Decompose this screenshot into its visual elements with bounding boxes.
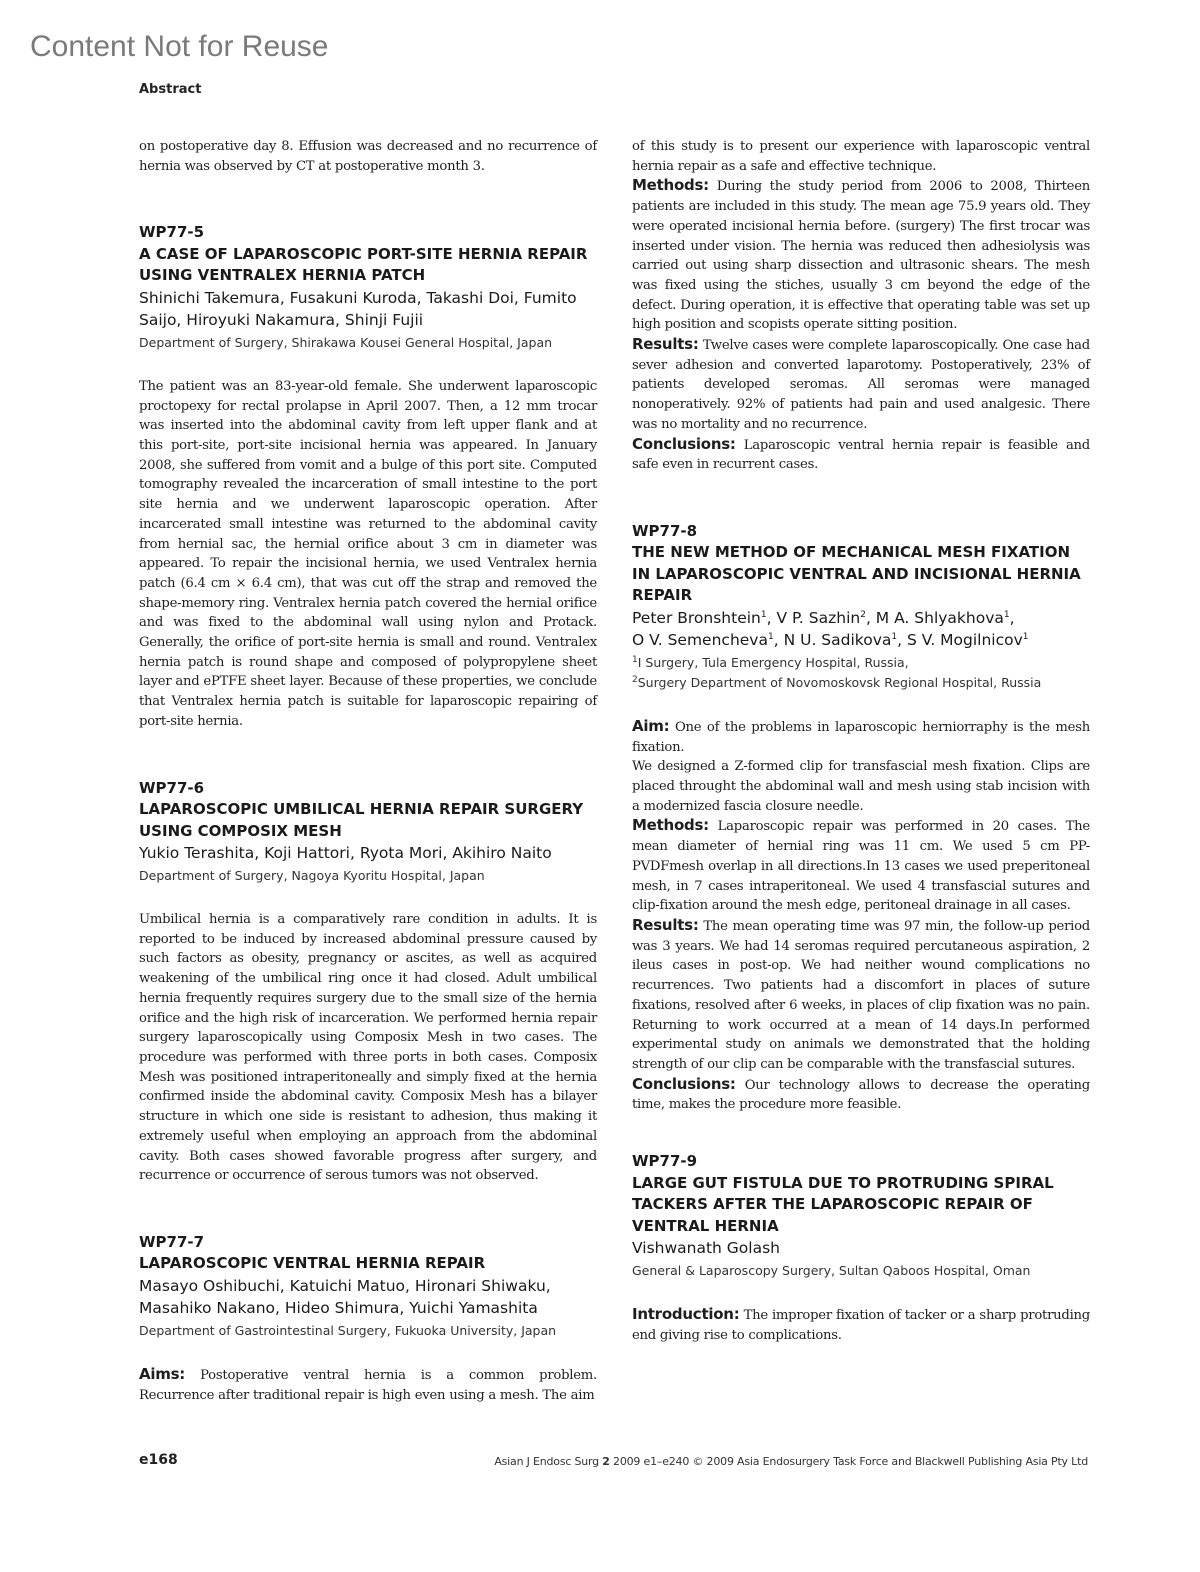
author: Peter Bronshtein$^1$, — [632, 608, 777, 627]
aim-label: Aim: — [632, 716, 670, 735]
left-column — [139, 137, 597, 1405]
abstract-authors: Yukio Terashita, Koji Hattori, Ryota Mori, Akihiro Naito — [139, 844, 552, 863]
aim-text: One of the problems in laparoscopic herniorraphy is the mesh fixation. — [632, 719, 1090, 755]
results-paragraph — [632, 916, 1090, 1075]
results-paragraph — [632, 335, 1090, 435]
section-label: Abstract — [139, 82, 202, 97]
aim-paragraph — [632, 717, 1090, 757]
abstract-body: The patient was an 83-year-old female. She underwent laparoscopic proctopexy for rectal prolapse in April 2007. Then, a 12 mm trocar was inserted into the abdominal cavity from left upper flank and at this port-site, port-site incisional hernia was appeared. In January 2008, she suffered from vomit and a bulge of this port site. Computed tomography revealed the incarceration of small intestine to the port site hernia and we underwent laparoscopic operation. After incarcerated small intestine was returned to the abdominal cavity from hernial sac, the hernial orifice about 3 cm in diameter was appeared. To repair the incisional hernia, we used Ventralex hernia patch (6.4 cm × 6.4 cm), that was cut off the strap and removed the shape-memory ring. Ventralex hernia patch covered the hernial orifice and was fixed to the abdominal wall using nylon and Protack. Generally, the orifice of port-site hernia is small and round. Ventralex hernia patch is round shape and composed of polypropylene sheet layer and ePTFE sheet layer. Because of these properties, we conclude that Ventralex hernia patch is suitable for laparoscopic repairing of port-site hernia. — [139, 378, 597, 729]
abstract-authors: Masayo Oshibuchi, Katuichi Matuo, Hironari Shiwaku, Masahiko Nakano, Hideo Shimura, Yuichi Yamashita — [139, 1276, 551, 1317]
conclusions-label: Conclusions: — [632, 1074, 736, 1093]
journal-citation: Asian J Endosc Surg 2 2009 e1–e240 © 2009 Asia Endosurgery Task Force and Blackwell Publishing Asia Pty Ltd — [494, 1455, 1088, 1468]
right-column — [632, 137, 1090, 1345]
abstract-affiliation: $^2$Surgery Department of Novomoskovsk Regional Hospital, Russia — [632, 674, 1042, 690]
methods-text: Laparoscopic repair was performed in 20 cases. The mean diameter of hernial ring was 11 cm. We used 5 cm PP-PVDFmesh overlap in all directions.In 13 cases we used preperitoneal mesh, in 7 cases intraperitoneal. We used 4 transfascial sutures and clip-fixation around the mesh edge, peritoneal drainage in all cases. — [632, 819, 1090, 914]
abstract-id: WP77-7 — [139, 1232, 205, 1251]
aims-label: Aims: — [139, 1364, 186, 1383]
conclusions-text: Laparoscopic ventral hernia repair is feasible and safe even in recurrent cases. — [632, 437, 1090, 473]
methods-label: Methods: — [632, 176, 709, 195]
author: V P. Sazhin$^2$, — [776, 608, 876, 627]
abstract-affiliation: General & Laparoscopy Surgery, Sultan Qaboos Hospital, Oman — [632, 1263, 1031, 1279]
abstract-title: A CASE OF LAPAROSCOPIC PORT-SITE HERNIA REPAIR USING VENTRALEX HERNIA PATCH — [139, 244, 588, 285]
abstract-title: LAPAROSCOPIC VENTRAL HERNIA REPAIR — [139, 1254, 486, 1273]
abstract-authors: Shinichi Takemura, Fusakuni Kuroda, Takashi Doi, Fumito Saijo, Hiroyuki Nakamura, Shinji Fujii — [139, 288, 577, 329]
results-text: Twelve cases were complete laparoscopically. One case had sever adhesion and converted laparotomy. Postoperatively, 23% of patients developed seromas. All seromas were managed nonoperatively. 92% of patients had pain and used analgesic. There was no mortality and no recurrence. — [632, 338, 1090, 432]
methods-paragraph — [632, 176, 1090, 335]
abstract-wp77-7-continued — [632, 137, 1090, 475]
abstract-aims — [139, 1365, 597, 1405]
author: S V. Mogilnicov$^1$ — [906, 630, 1029, 649]
conclusions-paragraph — [632, 1075, 1090, 1115]
abstract-id: WP77-6 — [139, 778, 205, 797]
aims-text: Postoperative ventral hernia is a common problem. Recurrence after traditional repair is high even using a mesh. The aim — [139, 1367, 597, 1403]
introduction-text: The improper fixation of tacker or a sharp protruding end giving rise to complications. — [632, 1308, 1090, 1343]
abstract-wp77-7 — [139, 1232, 597, 1405]
abstract-authors: Vishwanath Golash — [632, 1239, 780, 1258]
methods-paragraph — [632, 816, 1090, 916]
abstract-title: THE NEW METHOD OF MECHANICAL MESH FIXATION IN LAPAROSCOPIC VENTRAL AND INCISIONAL HERNIA REPAIR — [632, 543, 1081, 605]
abstract-affiliation: $^1$I Surgery, Tula Emergency Hospital, Russia, — [632, 654, 909, 670]
watermark: Content Not for Reuse — [30, 30, 329, 63]
abstract-wp77-5 — [139, 222, 597, 731]
abstract-wp77-9 — [632, 1151, 1090, 1345]
abstract-affiliation: Department of Surgery, Shirakawa Kousei General Hospital, Japan — [139, 334, 553, 350]
author: O V. Semencheva$^1$, — [632, 630, 784, 649]
methods-text: During the study period from 2006 to 2008, Thirteen patients are included in this study. The mean age 75.9 years old. They were operated incisional hernia before. (surgery) The first trocar was inserted under vision. The hernia was reduced then adhesiolysis was carried out using sharp dissection and ultrasonic shears. The mesh was fixed using the stiches, usually 3 cm beyond the edge of the defect. During operation, it is effective that operating table was set up high position and scopists operate sitting position. — [632, 179, 1090, 333]
results-text: The mean operating time was 97 min, the follow-up period was 3 years. We had 14 seromas required percutaneous aspiration, 2 ileus cases in post-op. We had neither wound complications no recurrences. Two patients had a discomfort in places of suture fixations, resolved after 6 weeks, in places of clip fixation was no pain. Returning to work occurred at a mean of 14 days.In performed experimental study on animals we demonstrated that the holding strength of our clip can be comparable with the transfascial sutures. — [632, 918, 1090, 1072]
abstract-affiliation: Department of Surgery, Nagoya Kyoritu Hospital, Japan — [139, 868, 485, 884]
abstract-id: WP77-8 — [632, 521, 698, 540]
abstract-body: Umbilical hernia is a comparatively rare condition in adults. It is reported to be induced by increased abdominal pressure caused by such factors as obesity, pregnancy or ascites, as well as acquired weakening of the umbilical ring once it had closed. Adult umbilical hernia frequently requires surgery due to the small size of the hernia orifice and the high risk of incarceration. We performed hernia repair surgery laparoscopically using Composix Mesh in two cases. The procedure was performed with three ports in both cases. Composix Mesh was positioned intraperitoneally and simply fixed at the hernia confirmed inside the abdominal cavity. Composix Mesh has a bilayer structure in which one side is resistant to adhesion, thus making it extremely useful when employing an approach from the abdominal cavity. Both cases showed favorable progress after surgery, and recurrence or occurrence of serous tumors was not observed. — [139, 912, 597, 1184]
abstract-id: WP77-5 — [139, 223, 205, 242]
abstract-title: LARGE GUT FISTULA DUE TO PROTRUDING SPIRAL TACKERS AFTER THE LAPAROSCOPIC REPAIR OF VENTRAL HERNIA — [632, 1173, 1054, 1235]
conclusions-label: Conclusions: — [632, 434, 736, 453]
abstract-id: WP77-9 — [632, 1152, 698, 1171]
conclusions-paragraph — [632, 435, 1090, 475]
results-label: Results: — [632, 335, 699, 354]
abstract-wp77-8 — [632, 521, 1090, 1115]
aim-paragraph-2: We designed a Z-formed clip for transfascial mesh fixation. Clips are placed throught the abdominal wall and mesh using stab incision with a modernized fascia closure needle. — [632, 759, 1090, 814]
introduction-paragraph — [632, 1305, 1090, 1345]
abstract-authors — [632, 607, 1090, 651]
author: N U. Sadikova$^1$, — [783, 630, 907, 649]
results-label: Results: — [632, 915, 699, 934]
continuation-text: of this study is to present our experience with laparoscopic ventral hernia repair as a safe and effective technique. — [632, 139, 1090, 174]
abstract-affiliation: Department of Gastrointestinal Surgery, Fukuoka University, Japan — [139, 1322, 557, 1338]
introduction-label: Introduction: — [632, 1305, 740, 1324]
abstract-wp77-6 — [139, 778, 597, 1186]
continuation-text: on postoperative day 8. Effusion was decreased and no recurrence of hernia was observed by CT at postoperative month 3. — [139, 139, 597, 174]
methods-label: Methods: — [632, 816, 709, 835]
page-number: e168 — [139, 1452, 178, 1468]
abstract-title: LAPAROSCOPIC UMBILICAL HERNIA REPAIR SURGERY USING COMPOSIX MESH — [139, 800, 584, 840]
author: M A. Shlyakhova$^1$, — [875, 608, 1015, 627]
conclusions-text: Our technology allows to decrease the operating time, makes the procedure more feasible. — [632, 1077, 1090, 1113]
